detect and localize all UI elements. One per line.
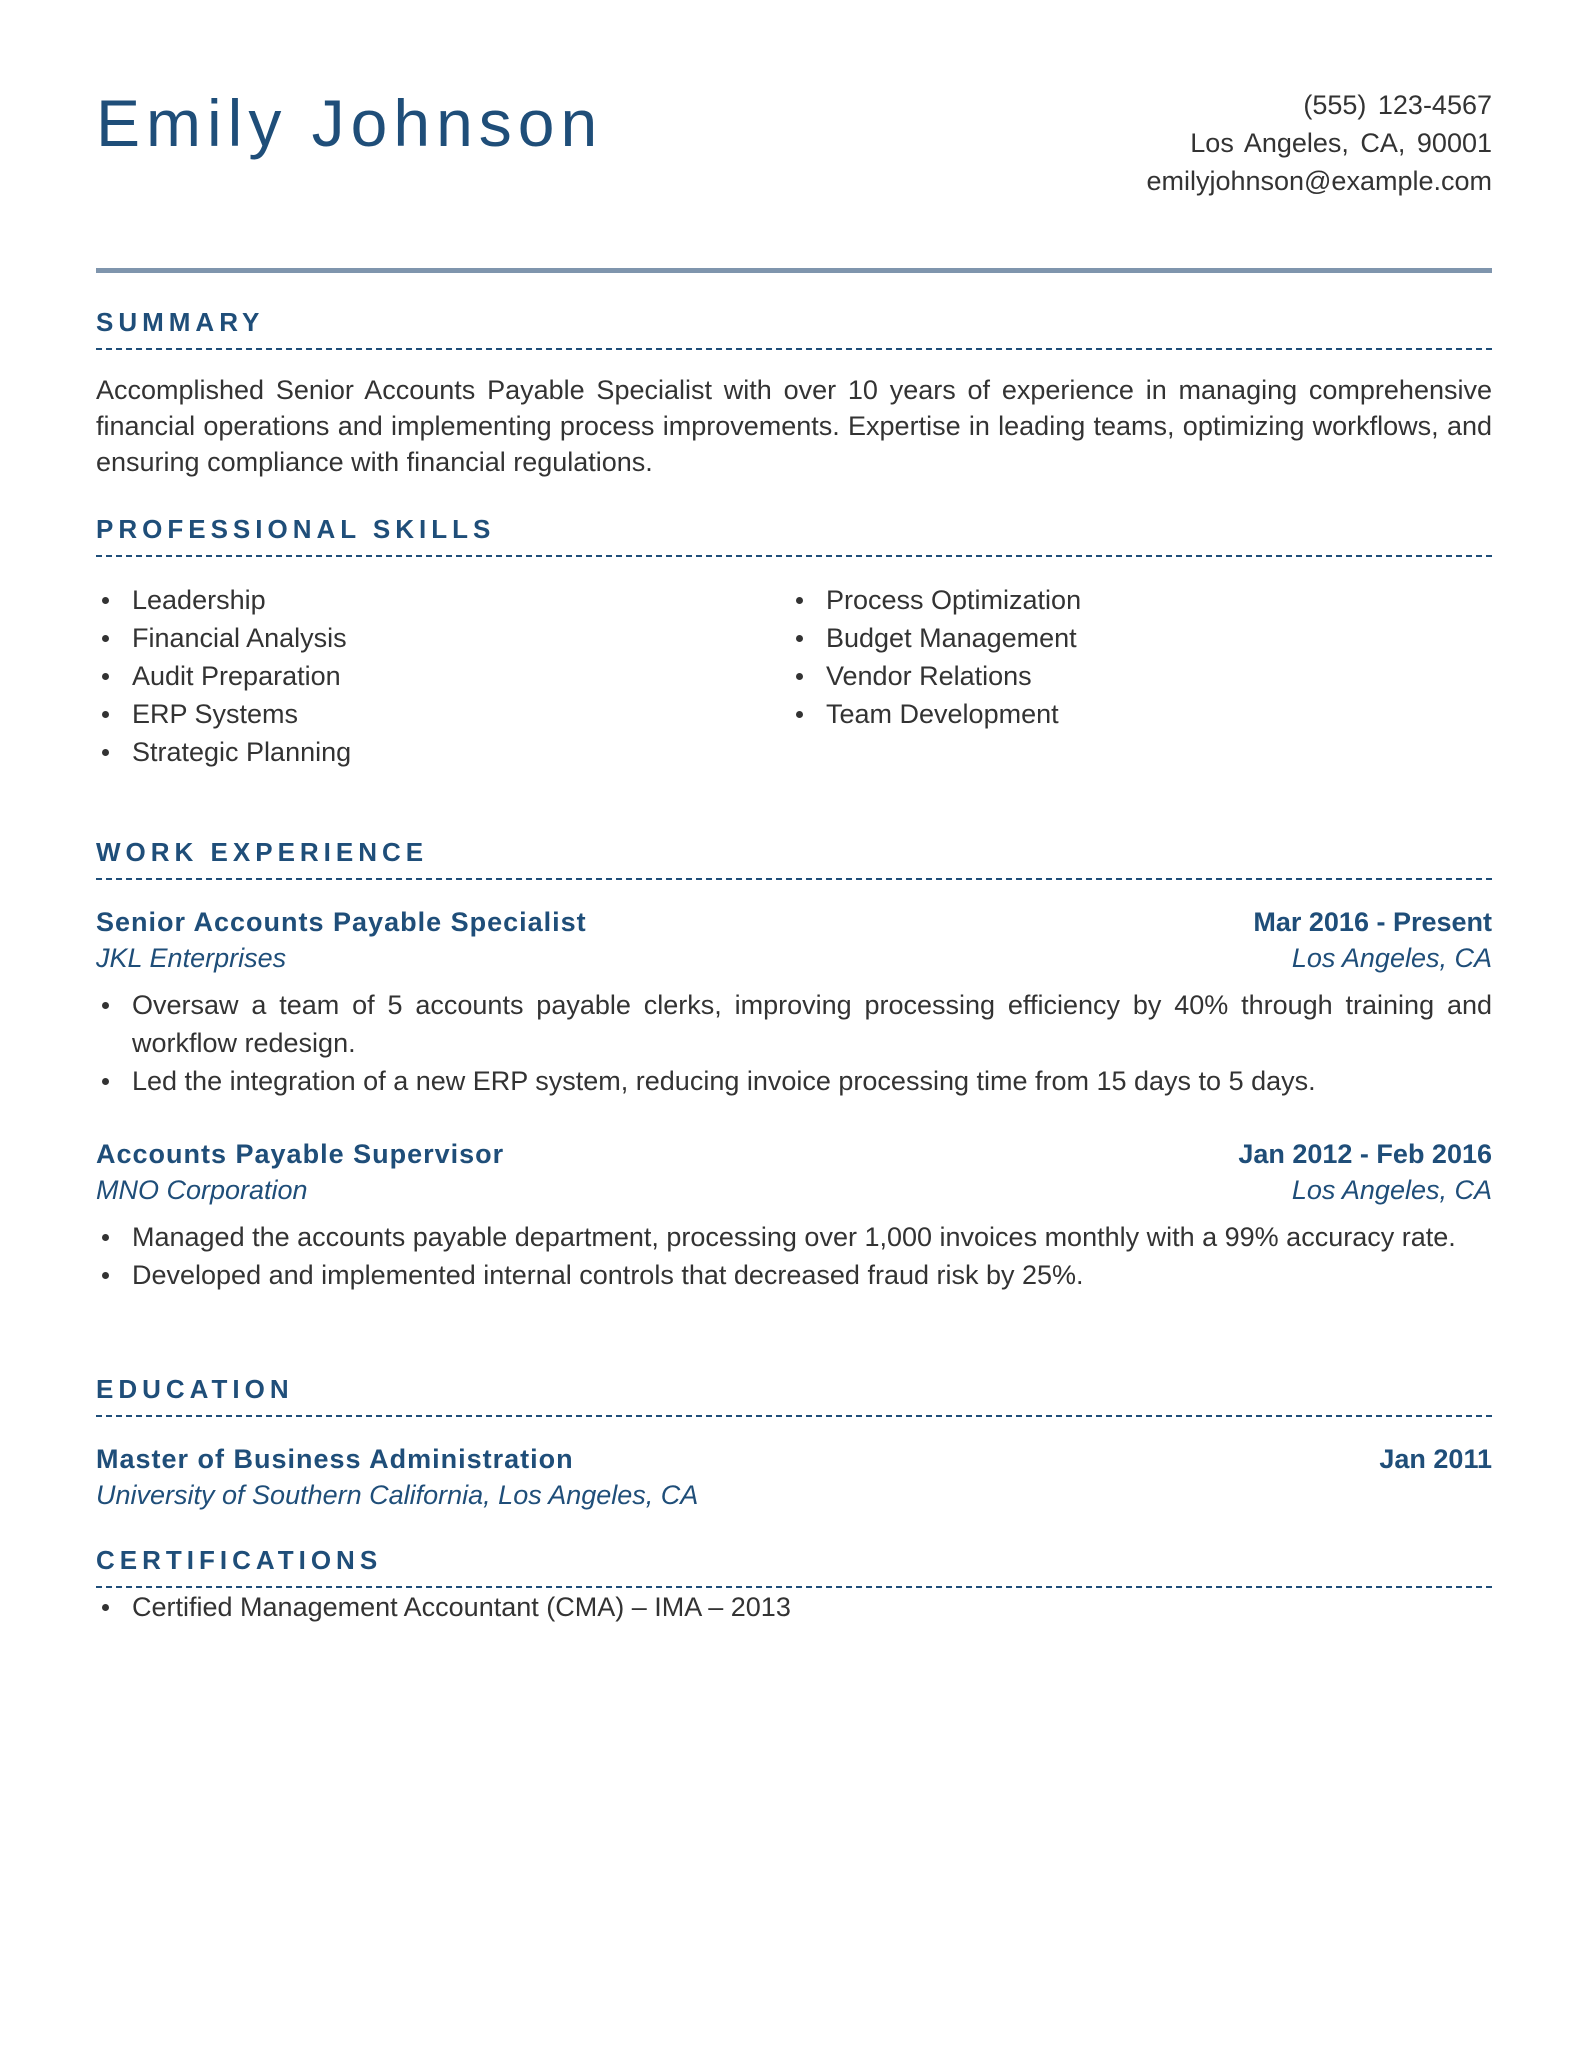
experience-section: [96, 839, 1492, 1294]
header-divider: [96, 268, 1492, 273]
job-header-row: [96, 904, 1492, 940]
education-section: [96, 1376, 1492, 1513]
job-entry: [96, 904, 1492, 1100]
candidate-name: Emily Johnson: [96, 86, 604, 160]
summary-heading: SUMMARY: [96, 309, 1492, 350]
resume-page: [96, 0, 1492, 1622]
job-location: Los Angeles, CA: [1291, 1175, 1492, 1205]
certifications-list: [96, 1588, 1492, 1626]
job-header-row: [96, 1136, 1492, 1172]
degree: Master of Business Administration: [96, 1444, 574, 1474]
school: University of Southern California, Los Angeles, CA: [96, 1480, 699, 1510]
contact-phone: (555) 123-4567: [1303, 90, 1492, 120]
job-company: MNO Corporation: [96, 1175, 308, 1205]
skills-list-right: [790, 581, 1484, 771]
job-dates: Mar 2016 - Present: [1253, 907, 1492, 937]
skill-item: Vendor Relations: [790, 657, 1484, 695]
job-bullet: Led the integration of a new ERP system, reducing invoice processing time from 15 days to 5 days.: [96, 1062, 1492, 1100]
education-entry: [96, 1441, 1492, 1513]
summary-text: Accomplished Senior Accounts Payable Specialist with over 10 years of experience in managing comprehensive financial operations and implementing process improvements. Expertise in leading teams, optimizing workflows, and ensuring compliance with financial regulations.: [96, 375, 1492, 477]
skill-item: Audit Preparation: [96, 657, 790, 695]
job-bullet: Managed the accounts payable department, processing over 1,000 invoices monthly with a 99% accuracy rate.: [96, 1218, 1492, 1256]
skill-item: Strategic Planning: [96, 733, 790, 771]
job-dates: Jan 2012 - Feb 2016: [1238, 1139, 1492, 1169]
job-company-row: [96, 940, 1492, 976]
skill-item: Process Optimization: [790, 581, 1484, 619]
job-title: Senior Accounts Payable Specialist: [96, 907, 587, 937]
skill-item: ERP Systems: [96, 695, 790, 733]
skill-item: Budget Management: [790, 619, 1484, 657]
education-heading: EDUCATION: [96, 1376, 1492, 1417]
certifications-section: [96, 1547, 1492, 1626]
job-location: Los Angeles, CA: [1291, 943, 1492, 973]
certifications-heading: CERTIFICATIONS: [96, 1547, 1492, 1588]
job-bullet: Developed and implemented internal controls that decreased fraud risk by 25%.: [96, 1256, 1492, 1294]
resume-header: [96, 0, 1492, 270]
summary-section: [96, 309, 1492, 480]
skills-grid: [96, 581, 1492, 771]
skills-list-left: [96, 581, 790, 771]
contact-email[interactable]: emilyjohnson@example.com: [1146, 166, 1492, 196]
skills-heading: PROFESSIONAL SKILLS: [96, 516, 1492, 557]
skills-section: [96, 516, 1492, 771]
job-bullets: [96, 986, 1492, 1100]
education-date: Jan 2011: [1379, 1444, 1492, 1474]
job-company: JKL Enterprises: [96, 943, 287, 973]
skill-item: Financial Analysis: [96, 619, 790, 657]
certification-item: Certified Management Accountant (CMA) – IMA – 2013: [96, 1588, 1492, 1626]
skill-item: Leadership: [96, 581, 790, 619]
job-title: Accounts Payable Supervisor: [96, 1139, 505, 1169]
contact-info: [1146, 86, 1492, 200]
job-company-row: [96, 1172, 1492, 1208]
job-bullet: Oversaw a team of 5 accounts payable clerks, improving processing efficiency by 40% through training and workflow redesign.: [96, 986, 1492, 1062]
education-header-row: [96, 1441, 1492, 1477]
job-entry: [96, 1136, 1492, 1294]
contact-location: Los Angeles, CA, 90001: [1190, 128, 1492, 158]
job-bullets: [96, 1218, 1492, 1294]
skill-item: Team Development: [790, 695, 1484, 733]
experience-heading: WORK EXPERIENCE: [96, 839, 1492, 880]
